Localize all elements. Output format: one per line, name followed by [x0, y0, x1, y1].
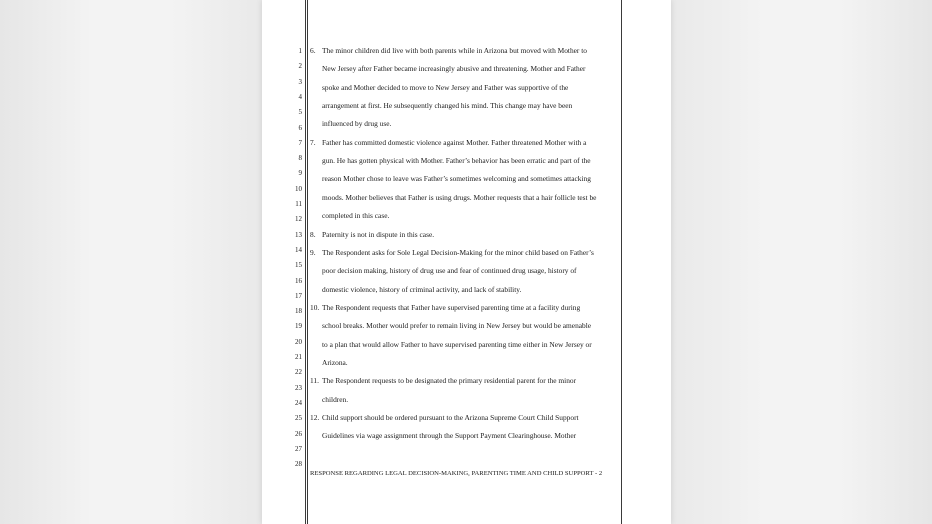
- paragraph-number: 7.: [310, 137, 316, 147]
- paragraph-text-line: reason Mother chose to leave was Father’s sometimes welcoming and sometimes attacking: [322, 174, 591, 184]
- paragraph-text-line: to a plan that would allow Father to have supervised parenting time either in New Jersey or: [322, 339, 592, 349]
- line-number: 16: [295, 276, 302, 285]
- line-number: 28: [295, 460, 302, 469]
- paragraph-text-line: Guidelines via wage assignment through the Support Payment Clearinghouse. Mother: [322, 431, 577, 441]
- line-number: 24: [295, 398, 302, 407]
- line-number: 8: [298, 154, 302, 163]
- paragraph-text-line: New Jersey after Father became increasingly abusive and threatening. Mother and Father: [322, 64, 586, 74]
- paragraph-text-line: school breaks. Mother would prefer to remain living in New Jersey but would be amenable: [322, 321, 592, 331]
- paragraph-number: 12.: [310, 413, 320, 422]
- paragraph-text-line: influenced by drug use.: [322, 119, 392, 129]
- line-number: 4: [298, 92, 302, 101]
- paragraph-text-line: The Respondent asks for Sole Legal Decision-Making for the minor child based on Father’s: [322, 247, 594, 257]
- line-number: 2: [298, 62, 302, 71]
- line-number: 22: [295, 368, 302, 377]
- paragraph-text-line: The Respondent requests to be designated the primary residential parent for the minor: [322, 376, 577, 386]
- page-footer: RESPONSE REGARDING LEGAL DECISION-MAKING, PARENTING TIME AND CHILD SUPPORT - 2: [310, 470, 603, 477]
- margin-rule-left-outer: [305, 0, 306, 524]
- paragraph-text-line: children.: [322, 394, 349, 404]
- paragraph-text-line: poor decision making, history of drug use and fear of continued drug usage, history of: [322, 266, 577, 276]
- paragraph-text-line: arrangement at first. He subsequently changed his mind. This change may have been: [322, 101, 573, 111]
- paragraph-text-line: moods. Mother believes that Father is using drugs. Mother requests that a hair follicle test be: [322, 192, 597, 202]
- paragraph-number: 8.: [310, 229, 316, 239]
- line-number: 15: [295, 261, 302, 270]
- line-number: 20: [295, 337, 302, 346]
- line-number: 9: [298, 169, 302, 178]
- line-number: 10: [295, 184, 302, 193]
- line-number: 27: [295, 444, 302, 453]
- line-number: 3: [298, 77, 302, 86]
- line-number: 11: [295, 200, 302, 208]
- line-number: 18: [295, 307, 302, 316]
- line-number: 1: [298, 47, 302, 55]
- line-number: 12: [295, 215, 302, 224]
- line-number: 23: [295, 383, 302, 392]
- margin-rule-right: [621, 0, 622, 524]
- paragraph-text-line: spoke and Mother decided to move to New Jersey and Father was supportive of the: [322, 82, 569, 92]
- line-number: 25: [295, 414, 302, 423]
- paragraph-number: 10.: [310, 302, 320, 312]
- line-number: 13: [295, 230, 302, 239]
- paragraph-text-line: The Respondent requests that Father have supervised parenting time at a facility during: [322, 302, 581, 312]
- line-number: 5: [298, 108, 302, 117]
- line-number: 17: [295, 291, 302, 300]
- line-number: 26: [295, 429, 302, 438]
- margin-rule-left-inner: [307, 0, 308, 524]
- line-number: 14: [295, 245, 302, 254]
- paragraph-text-line: The minor children did live with both parents while in Arizona but moved with Mother to: [322, 46, 587, 55]
- viewer-background-right: [671, 0, 932, 524]
- paragraph-number: 11.: [310, 376, 319, 386]
- paragraph-text-line: Father has committed domestic violence against Mother. Father threatened Mother with a: [322, 137, 587, 147]
- paragraph-text-line: domestic violence, history of criminal activity, and lack of stability.: [322, 284, 522, 294]
- viewer-background-left: [0, 0, 262, 524]
- paragraph-number: 6.: [310, 46, 316, 55]
- line-number: 19: [295, 322, 302, 331]
- line-number: 21: [295, 353, 302, 361]
- document-page: [262, 0, 671, 524]
- paragraph-text-line: Arizona.: [322, 357, 348, 367]
- paragraph-text-line: completed in this case.: [322, 211, 390, 221]
- line-number: 7: [298, 138, 302, 147]
- paragraph-text-line: Child support should be ordered pursuant to the Arizona Supreme Court Child Support: [322, 413, 579, 422]
- paragraph-text-line: gun. He has gotten physical with Mother. Father’s behavior has been erratic and part of the: [322, 156, 591, 166]
- line-number: 6: [298, 123, 302, 132]
- paragraph-text-line: Paternity is not in dispute in this case.: [322, 229, 435, 239]
- paragraph-number: 9.: [310, 247, 316, 257]
